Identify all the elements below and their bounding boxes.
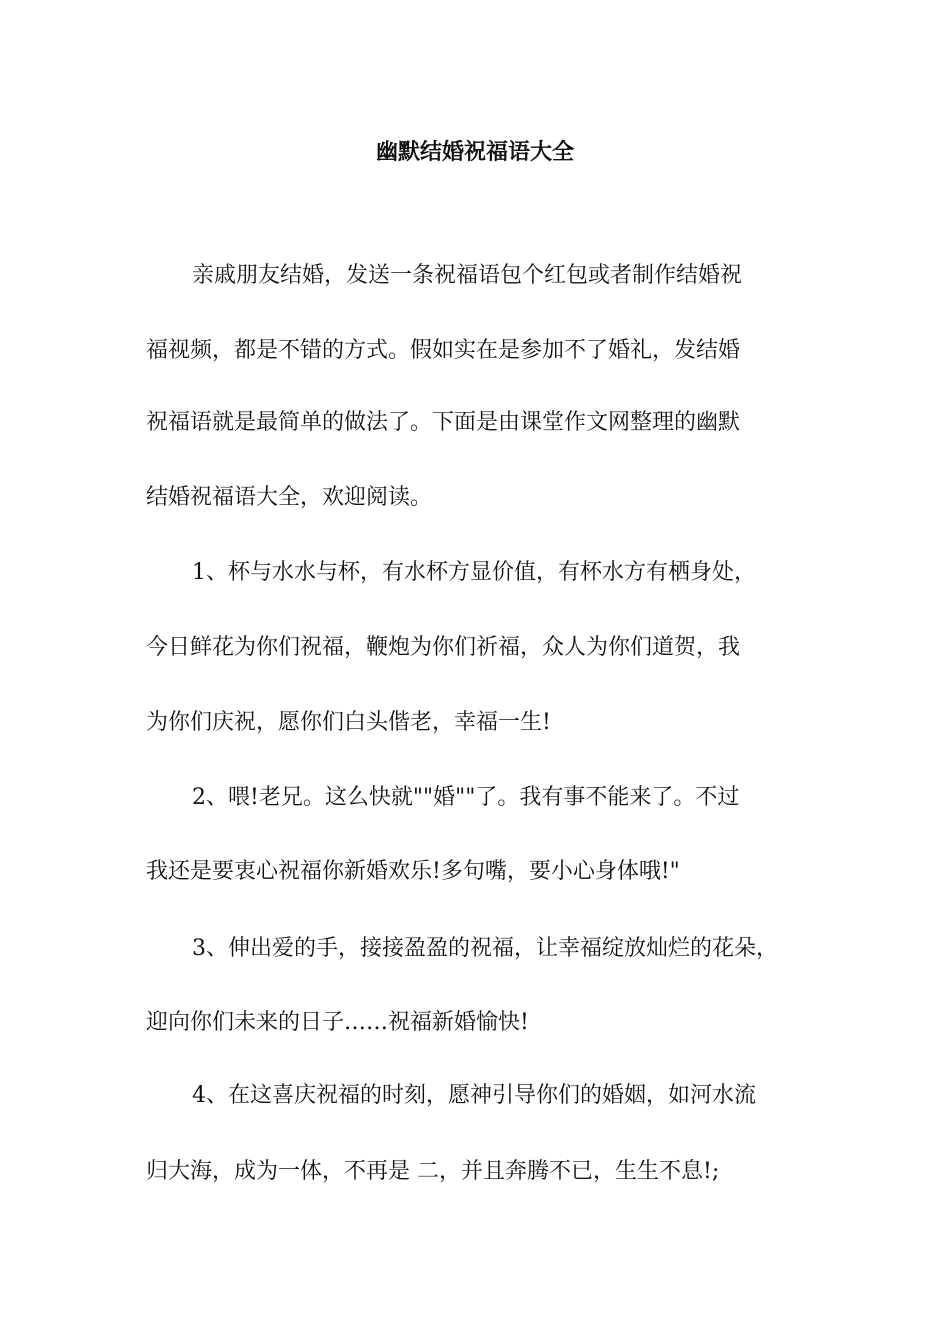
paragraph-intro-line-4: 结婚祝福语大全，欢迎阅读。 [146,485,433,510]
paragraph-intro-line-3: 祝福语就是最简单的做法了。下面是由课堂作文网整理的幽默 [146,410,741,435]
item-4-line-2: 归大海，成为一体，不再是 二，并且奔腾不已，生生不息!; [146,1159,720,1184]
item-2-line-1: 2、喂!老兄。这么快就""婚""了。我有事不能来了。不过 [192,785,740,810]
paragraph-intro-line-2: 福视频，都是不错的方式。假如实在是参加不了婚礼，发结婚 [146,338,741,363]
item-1-line-2: 今日鲜花为你们祝福，鞭炮为你们祈福，众人为你们道贺，我 [146,635,741,660]
item-1-line-3: 为你们庆祝，愿你们白头偕老，幸福一生! [146,710,551,735]
item-2-line-2: 我还是要衷心祝福你新婚欢乐!多句嘴，要小心身体哦!" [146,859,680,884]
paragraph-intro-line-1: 亲戚朋友结婚，发送一条祝福语包个红包或者制作结婚祝 [192,263,743,288]
item-3-line-2: 迎向你们未来的日子……祝福新婚愉快! [146,1010,529,1035]
item-4-line-1: 4、在这喜庆祝福的时刻，愿神引导你们的婚姻，如河水流 [192,1083,756,1108]
item-3-line-1: 3、伸出爱的手，接接盈盈的祝福，让幸福绽放灿烂的花朵， [192,936,778,961]
document-title: 幽默结婚祝福语大全 [375,139,574,165]
item-1-line-1: 1、杯与水水与杯，有水杯方显价值，有杯水方有栖身处， [192,560,756,585]
